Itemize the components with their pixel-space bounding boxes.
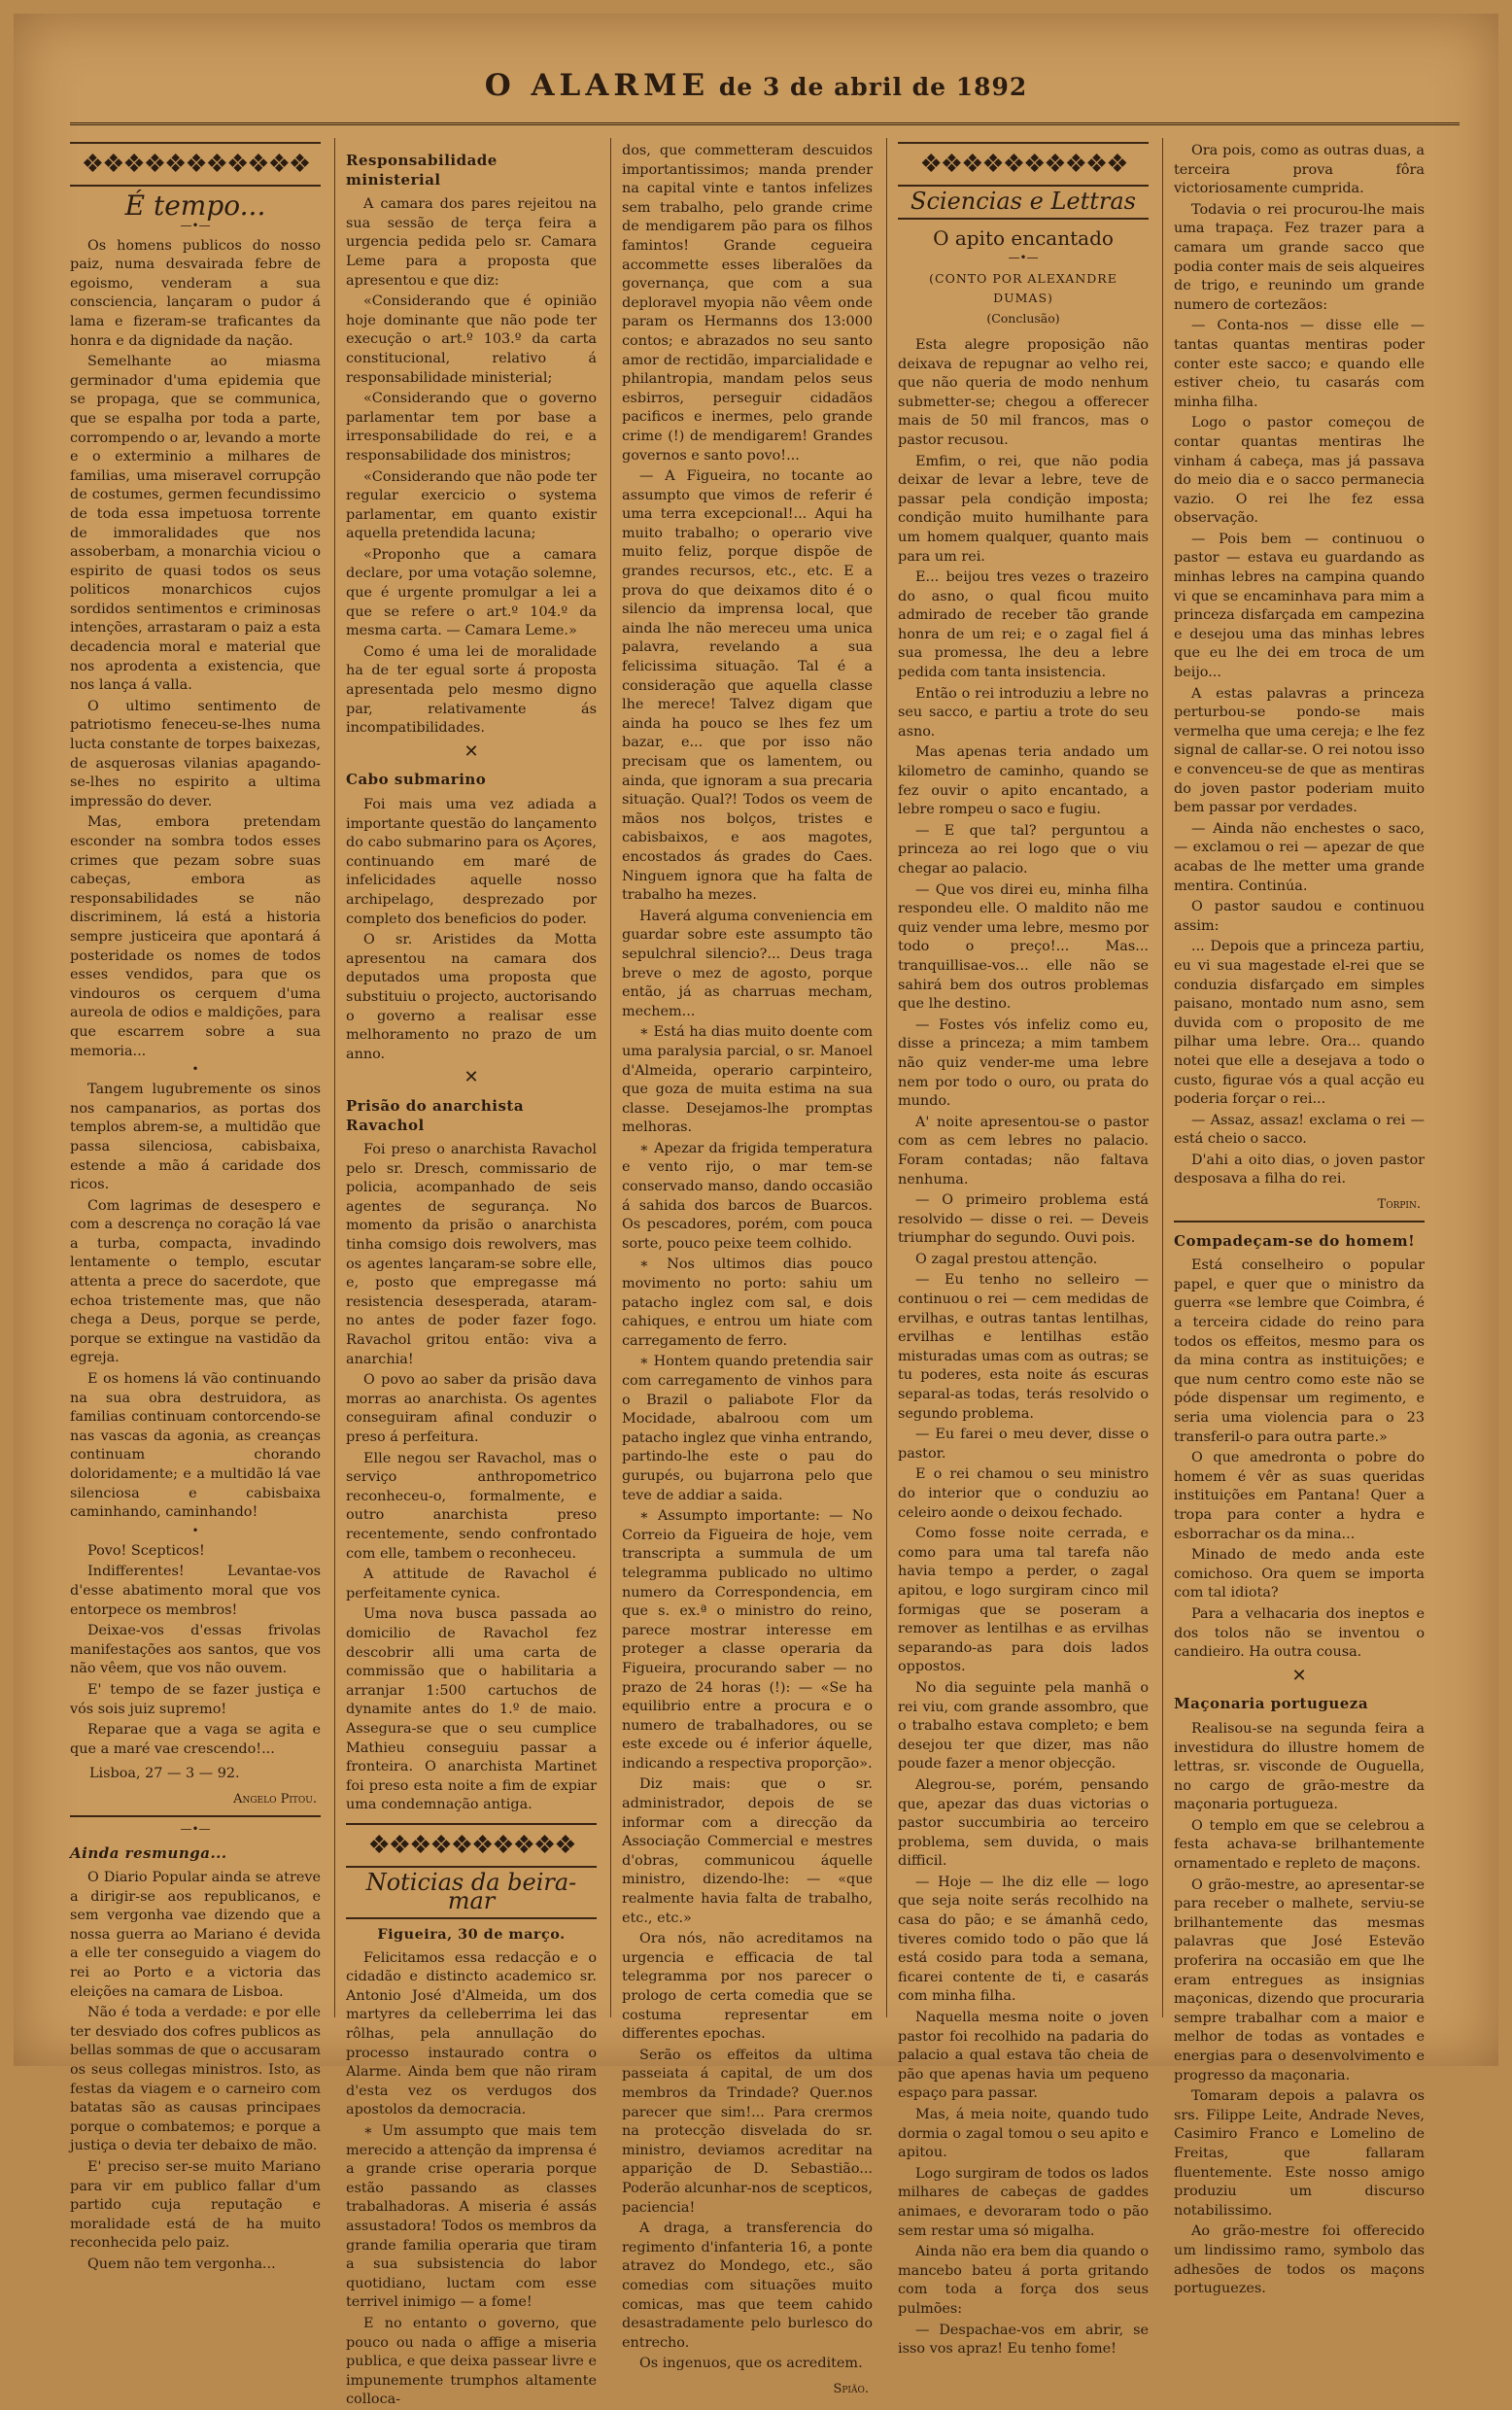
cross-separator: ✕ (464, 740, 479, 762)
paragraph: ∗ Assumpto importante: — No Correio da Figueira de hoje, vem transcripta a summula de um telegramma publicado no ultimo numero da Correspondencia, em que s. ex.ª o ministro do reino, parece mostrar interesse em proteger a classe operaria da Figueira, procurando saber — no prazo de 24 horas (!): — «Se ha equilibrio entre a procura e o numero de trabalhadores, ou se este excede ou é inferior áquelle, indicando a respectiva proporção». (622, 1508, 873, 1772)
paragraph: O zagal prestou attenção. (915, 1251, 1098, 1267)
paragraph: Diz mais: que o sr. administrador, depois de se informar com a direcção da Associação Commercial e mestres d'obras, communicou áquelle ministro, dizendo-lhe: — «que realmente havia falta de trabalho, etc., etc.» (622, 1776, 873, 1926)
paragraph: E' preciso ser-se muito Mariano para vir em publico fallar d'um partido cuja reputação e moralidade está de ha muito reconhecida pelo paiz. (70, 2159, 321, 2252)
paragraph: «Considerando que não pode ter regular exercicio o systema parlamentar, em quanto existir aquella pretendida lacuna; (346, 468, 597, 542)
paragraph: «Proponho que a camara declare, por uma votação solemne, que é urgente promulgar a lei a que se refere o art.º 104.º da mesma carta. — Camara Leme.» (346, 546, 597, 639)
paragraph: O sr. Aristides da Motta apresentou na camara dos deputados uma proposta que substituiu o projecto, auctorisando o governo a realisar esse melhoramento no prazo de um anno. (346, 932, 597, 1062)
paragraph: A camara dos pares rejeitou na sua sessão de terça feira a urgencia pedida pelo sr. Camara Leme para a proposta que apresentou e que diz: (346, 196, 597, 289)
paragraph: Emfim, o rei, que não podia deixar de levar a lebre, teve de passar pela condição imposta; condição muito humilhante para um homem qualquer, quanto mais para um rei. (898, 453, 1149, 565)
paragraph: A' noite apresentou-se o pastor com as cem lebres no palacio. Foram contadas; não faltava nenhuma. (898, 1114, 1149, 1188)
masthead-rule (70, 122, 1460, 125)
signature: Torpin. (1377, 1197, 1421, 1213)
column-rule (886, 138, 887, 2017)
paragraph: Foi preso o anarchista Ravachol pelo sr. Dresch, commissario de policia, acompanhado de seis agentes de segurança. No momento da prisão o anarchista tinha comsigo dois rewolvers, mas os agentes lançaram-se sobre elle, e, posto que empregasse má resistencia desesperada, ataram-no antes de poder fazer fogo. Ravachol gritou então: viva a anarchia! (346, 1142, 597, 1367)
paragraph: Alegrou-se, porém, pensando que, apezar das duas victorias o pastor succumbiria ao terceiro problema, sem duvida, o mais difficil. (898, 1776, 1149, 1870)
paragraph: — Pois bem — continuou o pastor — estava eu guardando as minhas lebres na campina quando vi que se encaminhava para mim a princeza disfarçada em campezina e desejou uma das minhas lebres que eu lhe dei em troca de um beijo... (1174, 531, 1425, 681)
signature: Angelo Pitou. (233, 1791, 317, 1807)
paragraph: Como fosse noite cerrada, e como para uma tal tarefa não havia tempo a perder, o zagal apitou, e logo surgiram cinco mil formigas que se poseram a remover as lentilhas e as ervilhas separando-as para dois lados oppostos. (898, 1526, 1149, 1675)
section-title-noticias: Noticias da beira-mar (365, 1868, 577, 1915)
paragraph: Minado de medo anda este comichoso. Ora quem se importa com tal idiota? (1174, 1547, 1425, 1601)
section-title-sciencias: Sciencias e Lettras (911, 188, 1136, 215)
paragraph: Quem não tem vergonha... (87, 2255, 276, 2272)
paragraph: O que amedronta o pobre do homem é vêr as suas queridas instituições em Pantana! Quer a tropa para conter a hydra e esborrachar os da mina... (1174, 1450, 1425, 1542)
paragraph: — Assaz, assaz! exclama o rei — está cheio o sacco. (1174, 1112, 1425, 1148)
column-rule (1162, 138, 1163, 2017)
paragraph: Naquella mesma noite o joven pastor foi recolhido na padaria do palacio a qual estava tão cheia de pão que apenas havia um pequeno espaço para passar. (898, 2010, 1149, 2102)
paragraph: Povo! Scepticos! (87, 1542, 205, 1559)
paragraph: E o rei chamou o seu ministro do interior que o conduziu ao celeiro aonde o deixou fechado. (898, 1466, 1149, 1521)
section-rule (1174, 1221, 1425, 1222)
dot-ornament: • (191, 1062, 199, 1077)
paragraph: ... Depois que a princeza partiu, eu vi sua magestade el-rei que se conduzia disfarçado em simples paisano, montado num asno, sem duvida com o proposito de me pilhar uma lebre. Ora... quando notei que elle a desejava a todo o custo, figurae vós a qual acção eu poderia forçar o rei... (1174, 939, 1425, 1108)
paragraph: Ao grão-mestre foi offerecido um lindissimo ramo, symbolo das adhesões de todos os maçons portuguezes. (1174, 2223, 1425, 2297)
paragraph: Logo o pastor começou de contar quantas mentiras lhe vinham á cabeça, mas já passava do meio dia e o sacco permanecia vazio. O rei lhe fez essa observação. (1174, 415, 1425, 527)
dateline (346, 1925, 597, 1945)
ornament-border: ❖❖❖❖❖❖❖❖❖❖ (898, 142, 1149, 187)
article-head-ravachol: Prisão do anarchista Ravachol (346, 1096, 525, 1134)
paragraph: «Considerando que é opinião hoje dominante que não pode ter execução o art.º 103.º da carta constitucional, relativo á responsabilidade ministerial; (346, 293, 597, 386)
dot-ornament: • (191, 1523, 199, 1537)
paragraph: E' tempo de se fazer justiça e vós sois juiz supremo! (70, 1681, 321, 1717)
article-head-maconaria: Maçonaria portugueza (1174, 1695, 1369, 1713)
column-1 (70, 142, 321, 2272)
paragraph: — Hoje — lhe diz elle — logo que seja noite serás recolhido na casa do pão; e se ámanhã cedo, tiveres comido todo o pão que lá está cosido para toda a semana, ficarei contente de ti, e casarás com minha filha. (898, 1874, 1149, 2005)
paragraph: Os ingenuos, que os acreditem. (639, 2356, 863, 2372)
dateline-text: Figueira, 30 de março. (377, 1926, 566, 1944)
paragraph: D'ahi a oito dias, o joven pastor desposava a filha do rei. (1174, 1152, 1425, 1188)
paragraph: Realisou-se na segunda feira a investidura do illustre homem de lettras, sr. visconde de Ouguella, no cargo de grão-mestre da maçonaria portugueza. (1174, 1720, 1425, 1813)
masthead (14, 68, 1498, 103)
paragraph: O povo ao saber da prisão dava morras ao anarchista. Os agentes conseguiram afinal conduzir o preso á perfeitura. (346, 1372, 597, 1445)
paragraph: dos, que commetteram descuidos importantissimos; manda prender na capital vinte e tantos infelizes sem trabalho, pelo grande crime de mendigarem pão para os filhos famintos! Grande cegueira accommette esses liberalões da governança, que com a sua deploravel myopia não vêem onde param os Hermanns dos 13:000 contos; e abrazados no seu santo amor de rectidão, imparcialidade e philantropia, mandam pelos seus esbirros, perseguir cidadãos pacificos e inermes, pelo grande crime (!) de mendigarem! Grandes governos e santo povo!... (622, 143, 873, 464)
paragraph: Mas, embora pretendam esconder na sombra todos esses crimes que pezam sobre suas cabeças, embora as responsabilidades se não discriminem, lá está a historia sempre justiceira que apontará á posteridade os nomes de todos esses vendidos, para que os vindouros os cerquem d'uma aureola de odios e maldições, para que escarrem sobre a sua memoria... (70, 814, 321, 1059)
dateline: Lisboa, 27 — 3 — 92. (89, 1766, 240, 1782)
paragraph: E os homens lá vão continuando na sua obra destruidora, as familias continuam contorcendo-se nas vascas da agonia, as creanças continuam chorando doloridamente; e a multidão lá vae silenciosa e cabisbaixa caminhando, caminhando! (70, 1371, 321, 1521)
article-head-cabo-submarino: Cabo submarino (346, 771, 487, 789)
dot-ornament: —•— (1008, 251, 1039, 265)
column-3 (622, 142, 873, 2396)
paragraph: Com lagrimas de desespero e com a descrença no coração lá vae a turba, compacta, invadindo lentamente o templo, escutar attenta a prece do sacerdote, que echoa tristemente mas, que não chega a Deus, porque se perde, porque se extingue na vastidão da egreja. (70, 1197, 321, 1366)
paragraph: O templo em que se celebrou a festa achava-se brilhantemente ornamentado e repleto de maçons. (1174, 1817, 1425, 1873)
article-head-responsabilidade: Responsabilidade ministerial (346, 152, 498, 189)
conclusion-label: (Conclusão) (986, 311, 1060, 327)
paragraph: Tangem lugubremente os sinos nos campanarios, as portas dos templos abrem-se, a multidão que passa silenciosa, cabisbaixa, estende a mão á caridade dos ricos. (70, 1082, 321, 1193)
signature: Spião. (833, 2381, 869, 2396)
newspaper-page (14, 14, 1498, 2408)
ornament-border: ❖❖❖❖❖❖❖❖❖❖ (346, 1823, 597, 1868)
paragraph: Felicitamos essa redacção e o cidadão e distincto academico sr. Antonio José d'Almeida, um dos martyres da celleberrima lei das rôlhas, pela annullação do processo instaurado contra o Alarme. Ainda bem que não riram d'esta vez os verdugos dos apostolos da democracia. (346, 1949, 597, 2118)
article-head-compadecam: Compadeçam-se do homem! (1174, 1231, 1416, 1250)
paragraph: Então o rei introduziu a lebre no seu sacco, e partiu a trote do seu asno. (898, 685, 1149, 740)
paragraph: O pastor saudou e continuou assim: (1174, 899, 1425, 934)
column-5 (1174, 142, 1425, 2297)
paragraph: O Diario Popular ainda se atreve a dirigir-se aos republicanos, e sem vergonha vae dizendo que a nossa guerra ao Mariano é devida a elle ter conseguido a viagem do rei ao Porto e a victoria das eleições na camara de Lisboa. (70, 1870, 321, 2000)
paragraph: — E que tal? perguntou a princeza ao rei logo que o viu chegar ao palacio. (898, 822, 1149, 877)
paragraph: Elle negou ser Ravachol, mas o serviço anthropometrico reconheceu-o, formalmente, e outro anarchista preso recentemente, sendo confrontado com elle, tambem o reconheceu. (346, 1450, 597, 1562)
paragraph: Esta alegre proposição não deixava de repugnar ao velho rei, que não queria de modo nenhum submetter-se; chegou a offerecer mais de 50 mil francos, mas o pastor recusou. (898, 336, 1149, 448)
paragraph: Deixae-vos d'essas frivolas manifestações aos santos, que vos não vêem, que vos não ouvem. (70, 1623, 321, 1677)
paragraph: Haverá alguma conveniencia em guardar sobre este assumpto tão sepulchral silencio?... Deus traga breve o mez de agosto, porque então, já as charruas mecham, mechem... (622, 908, 873, 1019)
paragraph: A draga, a transferencia do regimento d'infanteria 16, a ponte atravez do Mondego, etc., são comedias com situações muito comicas, mas que teem cahido desastradamente pelo burlesco do entrecho. (622, 2221, 873, 2351)
paragraph: Todavia o rei procurou-lhe mais uma trapaça. Fez trazer para a camara um grande sacco que podia conter mais de seis alqueires de trigo, e reunindo um grande numero de cortezãos: (1174, 201, 1425, 313)
paragraph: — A Figueira, no tocante ao assumpto que vimos de referir é uma terra excepcional!... Aqui ha muito trabalho; o operario vive muito feliz, porque dispõe de grandes recursos, etc., etc. E a prova do que deixamos dito é o silencio da imprensa local, que ainda lhe não mereceu uma unica palavra, revelando a sua felicissima situação. Tal é a consideração que aquella classe lhe merece! Talvez digam que ainda ha pouco se lhes fez um bazar, e... que por isso não precisam que os lamentem, ou ainda, que ignoram a sua precaria situação. Qual?! Todos os veem de mãos nos bolços, tristes e cabisbaixos, e aos magotes, encostados ás grades do Caes. Ninguem ignora que ha falta de trabalho ha mezes. (622, 468, 873, 904)
paragraph: Serão os effeitos da ultima passeiata á capital, de um dos membros da Trindade? Quer.nos parecer que sim!... Para crermos na protecção disvelada do sr. ministro, deviamos acreditar na apparição de D. Sebastião... Poderão alcunhar-nos de scepticos, paciencia! (622, 2047, 873, 2216)
paragraph: Uma nova busca passada ao domicilio de Ravachol fez descobrir alli uma carta de commissão que o habilitaria a arranjar 1:500 cartuchos de dynamite antes do 1.º de maio. Assegura-se que o seu cumplice Mathieu conseguiu passar a fronteira. O anarchista Martinet foi preso esta noite a fim de expiar uma condemnação antiga. (346, 1606, 597, 1813)
article-head-ainda-resmunga: Ainda resmunga... (70, 1843, 227, 1862)
paragraph: — Fostes vós infeliz como eu, disse a princeza; a mim tambem não quiz vender-me uma lebre nem por todo o ouro, ou prata do mundo. (898, 1016, 1149, 1110)
paragraph: «Considerando que o governo parlamentar tem por base a irresponsabilidade do rei, e a responsabilidade dos ministros; (346, 391, 597, 464)
column-rule (334, 138, 335, 2017)
paragraph: — Ainda não enchestes o saco, — exclamou o rei — apezar de que acabas de lhe metter uma grande mentira. Continúa. (1174, 820, 1425, 894)
paragraph: E... beijou tres vezes o trazeiro do asno, o qual ficou muito admirado de receber tão grande honra de um rei; e o zagal fiel á sua promessa, lhe deu a lebre pedida com tanta insistencia. (898, 569, 1149, 681)
paragraph: O ultimo sentimento de patriotismo feneceu-se-lhes numa lucta constante de torpes baixezas, de asquerosas vilanias apagando-se-lhes no espirito a ultima impressão do dever. (70, 698, 321, 809)
paragraph: ∗ Nos ultimos dias pouco movimento no porto: sahiu um patacho inglez com sal, e dois cahiques, e entrou um hiate com carregamento de ferro. (622, 1257, 873, 1349)
paragraph: E no entanto o governo, que pouco ou nada o affige a miseria publica, e que deixa passear livre e impunemente trumphos altamente colloca- (346, 2315, 597, 2408)
cross-separator: ✕ (464, 1067, 479, 1088)
cross-separator: ✕ (1291, 1665, 1307, 1686)
story-byline: (CONTO POR ALEXANDRE DUMAS) (929, 271, 1117, 305)
paragraph: Logo surgiram de todos os lados milhares de cabeças de gaddes animaes, e devoraram todo o pão sem restar uma só migalha. (898, 2165, 1149, 2239)
paragraph: Como é uma lei de moralidade ha de ter egual sorte á proposta apresentada pelo mesmo digno par, relativamente ás incompatibilidades. (346, 643, 597, 737)
column-rule (610, 138, 611, 2017)
paragraph: Está conselheiro o popular papel, e quer que o ministro da guerra «se lembre que Coimbra, é a terceira cidade do reino para todos os effeitos, mesmo para os da mina contra as instituições; e que num centro como este não se póde dispensar um regimento, e seria uma violencia para o 23 transferil-o para outra parte.» (1174, 1257, 1425, 1445)
paragraph: A attitude de Ravachol é perfeitamente cynica. (346, 1566, 597, 1601)
paragraph: No dia seguinte pela manhã o rei viu, com grande assombro, que o trabalho estava completo; e bem desejou ter que dizer, mas não poude fazer a menor objecção. (898, 1679, 1149, 1773)
paragraph: ∗ Apezar da frigida temperatura e vento rijo, o mar tem-se conservado manso, dando occasião á sahida dos barcos de Buarcos. Os pescadores, porém, com pouca sorte, pouco peixe teem colhido. (622, 1140, 873, 1252)
column-2 (346, 142, 597, 2408)
newspaper-title: O ALARME (484, 68, 710, 103)
paragraph: ∗ Está ha dias muito doente com uma paralysia parcial, o sr. Manoel d'Almeida, operario carpinteiro, que goza de muita estima na sua classe. Desejamos-lhe promptas melhoras. (622, 1024, 873, 1136)
paragraph: Os homens publicos do nosso paiz, numa desvairada febre de egoismo, venderam a sua consciencia, lançaram o pudor á lama e fizeram-se traficantes da honra e da dignidade da nação. (70, 237, 321, 349)
paragraph: — Eu tenho no selleiro — continuou o rei — cem medidas de ervilhas, e outras tantas lentilhas, ervilhas e lentilhas estão misturadas umas com as outras; se tu poderes, esta noite ás escuras separal-as todas, terás resolvido o segundo problema. (898, 1272, 1149, 1422)
article-title-e-tempo: É tempo... (124, 189, 266, 222)
paragraph: ∗ Hontem quando pretendia sair com carregamento de vinhos para o Brazil o paliabote Flor da Mocidade, abalroou com um patacho inglez que vinha entrando, partindo-lhe este o pau do gurupés, ou bujarrona pelo que teve de addiar a saida. (622, 1354, 873, 1503)
ornament-border: ❖❖❖❖❖❖❖❖❖❖❖ (70, 142, 321, 187)
paragraph: Semelhante ao miasma germinador d'uma epidemia que se propaga, que se communica, que se espalha por toda a parte, corrompendo o ar, levando a morte e o exterminio a milhares de familias, uma miseravel corrupção de costumes, germen fecundissimo de toda essa impetuosa torrente de immoralidades que nos assoberbam, a monarchia viciou o espirito de quasi todos os seus politicos monarchicos cujos sordidos sentimentos e criminosas intenções, arrastaram o paiz a esta decadencia moral e material que nos aprodenta a existencia, que nos lança á valla. (70, 354, 321, 694)
paragraph: O grão-mestre, ao apresentar-se para receber o malhete, serviu-se brilhantemente das mesmas palavras que José Estevão proferira na occasião em que lhe eram entregues as insignias maçonicas, dizendo que procuraria sempre trabalhar com a maior e melhor de todas as vontades e energias para o desenvolvimento e progresso da maçonaria. (1174, 1876, 1425, 2083)
issue-date: de 3 de abril de 1892 (718, 73, 1028, 101)
paragraph: — O primeiro problema está resolvido — disse o rei. — Deveis triumphar do segundo. Ouvi pois. (898, 1192, 1149, 1247)
story-title: O apito encantado (933, 225, 1114, 250)
paragraph: Foi mais uma vez adiada a importante questão do lançamento do cabo submarino para os Açores, continuando em maré de infelicidades aquelle nosso archipelago, desprezado por completo dos beneficios do poder. (346, 797, 597, 927)
dot-ornament: —•— (180, 218, 211, 232)
section-divider: —•— (70, 1815, 321, 1835)
paragraph: Tomaram depois a palavra os srs. Filippe Leite, Andrade Neves, Casimiro Franco e Lomelino de Freitas, que fallaram fluentemente. Este nosso amigo produziu um discurso notabilissimo. (1174, 2088, 1425, 2219)
paragraph: Não é toda a verdade: e por elle ter desviado dos cofres publicos as bellas sommas de que o accusaram os seus collegas ministros. Isto, as festas da viagem e o carneiro com batatas são as causas principaes porque o combatemos; e porque a justiça o devia ter debaixo de mão. (70, 2005, 321, 2154)
paragraph: Mas apenas teria andado um kilometro de caminho, quando se fez ouvir o apito encantado, a lebre rompeu o saco e fugiu. (898, 744, 1149, 818)
paragraph: — Despachae-vos em abrir, se isso vos apraz! Eu tenho fome! (898, 2322, 1149, 2358)
paragraph: ∗ Um assumpto que mais tem merecido a attenção da imprensa é a grande crise operaria porque estão passando as classes trabalhadoras. A miseria é assás assustadora! Todos os membros da grande familia operaria que tiram a sua subsistencia do labor quotidiano, luctam com esse terrivel inimigo — a fome! (346, 2123, 597, 2311)
paragraph: A estas palavras a princeza perturbou-se pondo-se mais vermelha que uma cereja; e lhe fez signal de callar-se. O rei notou isso e convenceu-se de que as mentiras do joven pastor poderiam muito bem passar por verdades. (1174, 685, 1425, 816)
paragraph: Ora nós, não acreditamos na urgencia e efficacia de tal telegramma por nos parecer o prologo de certa comedia que se costuma representar em differentes epochas. (622, 1931, 873, 2043)
paragraph: Ora pois, como as outras duas, a terceira prova fôra victoriosamente cumprida. (1174, 143, 1425, 197)
paragraph: Reparae que a vaga se agita e que a maré vae crescendo!... (70, 1722, 321, 1757)
column-4 (898, 142, 1149, 2358)
paragraph: Indifferentes! Levantae-vos d'esse abatimento moral que vos entorpece os membros! (70, 1564, 321, 1618)
section-rule (898, 218, 1149, 220)
paragraph: — Conta-nos — disse elle — tantas quantas mentiras poder conter este sacco; e quando elle estiver cheio, tu casarás com minha filha. (1174, 318, 1425, 410)
paragraph: Para a velhacaria dos ineptos e dos tolos não se inventou o candieiro. Ha outra cousa. (1174, 1605, 1425, 1661)
paragraph: — Eu farei o meu dever, disse o pastor. (898, 1427, 1149, 1462)
paragraph: Mas, á meia noite, quando tudo dormia o zagal tomou o seu apito e apitou. (898, 2107, 1149, 2161)
section-rule (346, 1917, 597, 1919)
paragraph: — Que vos direi eu, minha filha respondeu elle. O maldito não me quiz vender uma lebre, mesmo por todo o preço!... Mas... tranquillisae-vos... elle não se sahirá bem dos outros problemas que lhe destino. (898, 881, 1149, 1013)
paragraph: Ainda não era bem dia quando o mancebo bateu á porta gritando com toda a força dos seus pulmões: (898, 2244, 1149, 2317)
